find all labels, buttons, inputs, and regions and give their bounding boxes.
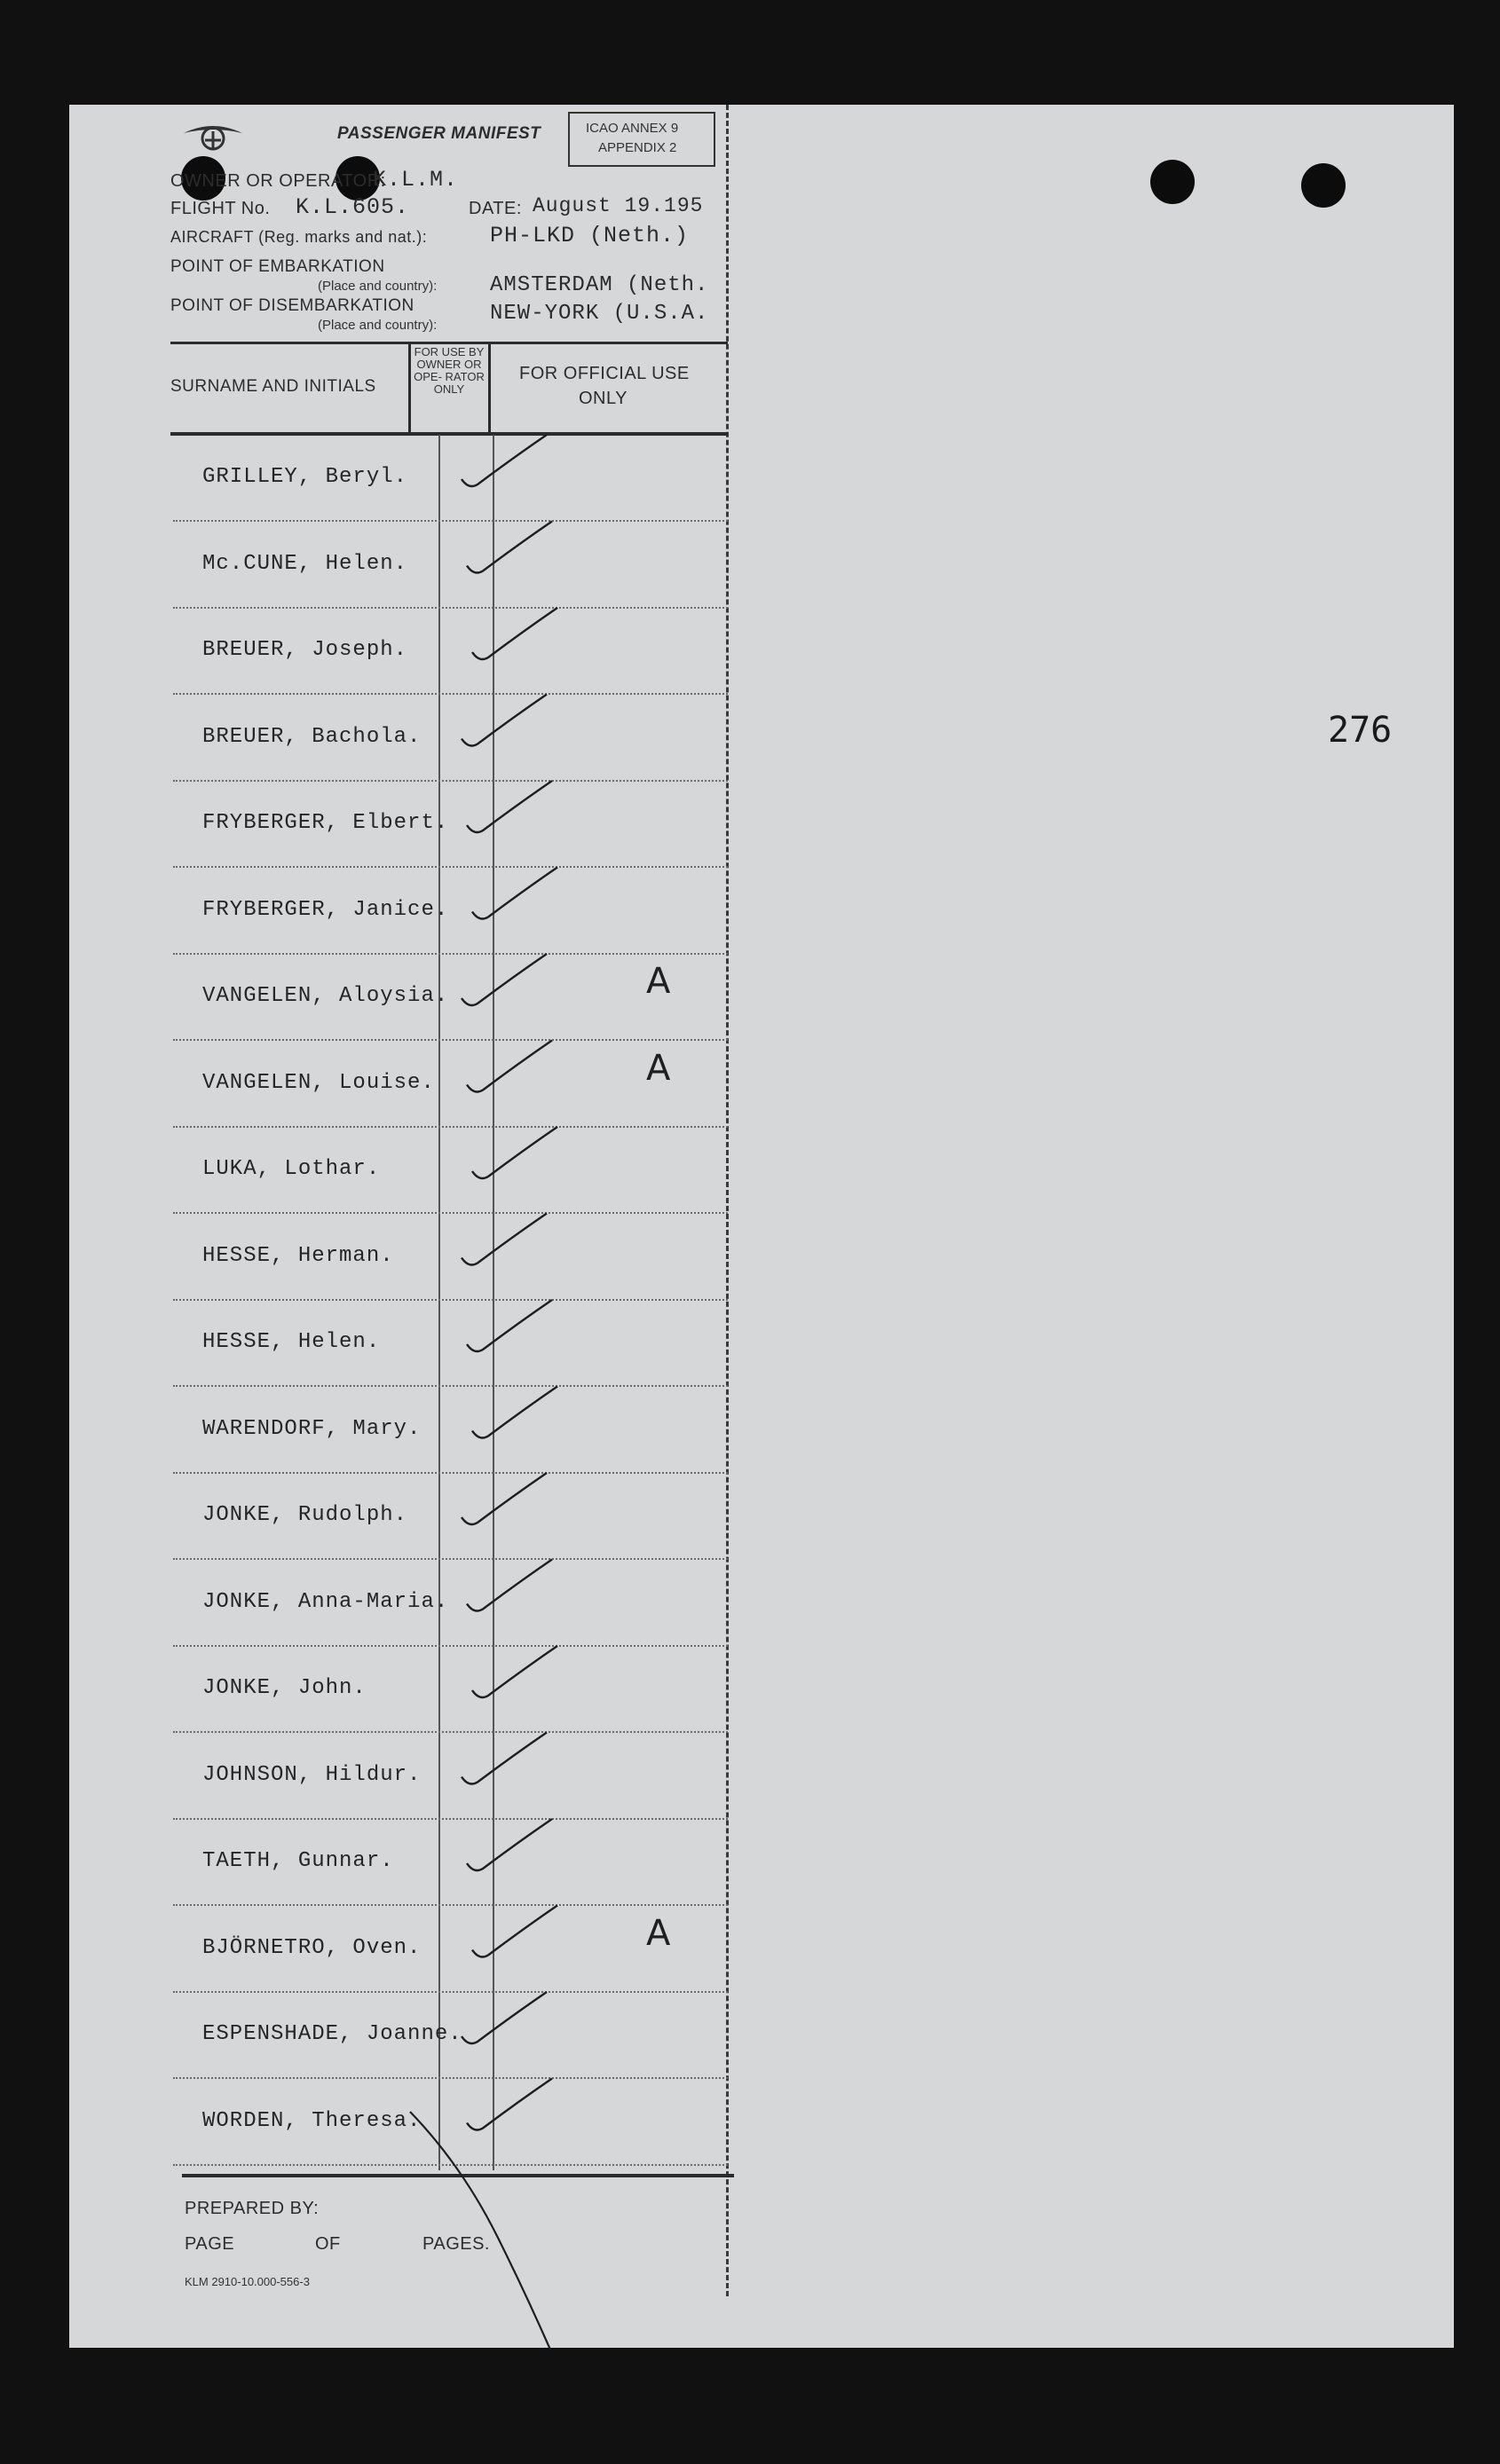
row-rule	[173, 866, 728, 868]
embarkation-value: AMSTERDAM (Neth.	[490, 273, 709, 297]
row-rule	[173, 1904, 728, 1906]
passenger-name: FRYBERGER, Janice.	[202, 897, 449, 922]
passenger-name: JONKE, Anna-Maria.	[202, 1589, 449, 1614]
column-divider	[438, 435, 440, 2170]
row-rule	[173, 1472, 728, 1474]
form-number: KLM 2910-10.000-556-3	[185, 2275, 310, 2288]
manifest-sheet	[69, 105, 1454, 2348]
owner-label: OWNER OR OPERATOR:	[170, 171, 386, 191]
passenger-name: FRYBERGER, Elbert.	[202, 811, 449, 835]
row-rule	[173, 780, 728, 782]
row-rule	[173, 520, 728, 522]
passenger-name: HESSE, Herman.	[202, 1243, 394, 1268]
row-rule	[173, 2164, 728, 2166]
embarkation-sublabel: (Place and country):	[318, 279, 438, 294]
prepared-by-label: PREPARED BY:	[185, 2199, 320, 2218]
passenger-name: JONKE, John.	[202, 1676, 367, 1700]
column-divider	[408, 342, 411, 435]
row-rule	[173, 2077, 728, 2079]
passenger-name: JONKE, Rudolph.	[202, 1503, 408, 1527]
row-rule	[173, 1039, 728, 1041]
col-surname-header: SURNAME AND INITIALS	[170, 377, 376, 396]
official-mark: A	[646, 1912, 671, 1954]
row-rule	[173, 953, 728, 955]
passenger-name: BREUER, Joseph.	[202, 638, 408, 662]
passenger-name: Mc.CUNE, Helen.	[202, 551, 408, 576]
icao-appendix-label: APPENDIX 2	[598, 140, 677, 155]
col-owner-header: FOR USE BY OWNER OR OPE- RATOR ONLY	[414, 345, 485, 396]
date-value: August 19.195	[533, 194, 704, 217]
flight-label: FLIGHT No.	[170, 199, 271, 218]
punch-hole	[1150, 160, 1195, 204]
col-official-header-1: FOR OFFICIAL USE	[519, 364, 690, 383]
header-rule	[170, 342, 728, 344]
row-rule	[173, 1126, 728, 1128]
icao-annex-label: ICAO ANNEX 9	[586, 121, 679, 136]
passenger-name: WORDEN, Theresa.	[202, 2108, 422, 2133]
aircraft-label: AIRCRAFT (Reg. marks and nat.):	[170, 228, 428, 246]
passenger-name: JOHNSON, Hildur.	[202, 1762, 422, 1787]
page-label: PAGE	[185, 2234, 235, 2254]
row-rule	[173, 1991, 728, 1993]
col-official-header-2: ONLY	[579, 389, 628, 408]
footer-rule	[182, 2174, 734, 2177]
icao-annex-box	[568, 112, 715, 167]
row-rule	[173, 1212, 728, 1214]
row-rule	[173, 1645, 728, 1647]
row-rule	[173, 693, 728, 695]
row-rule	[173, 1558, 728, 1560]
date-label: DATE:	[469, 199, 522, 218]
passenger-name: BREUER, Bachola.	[202, 724, 422, 749]
passenger-name: TAETH, Gunnar.	[202, 1849, 394, 1873]
official-mark: A	[646, 1047, 671, 1089]
passenger-name: WARENDORF, Mary.	[202, 1416, 422, 1441]
passenger-name: GRILLEY, Beryl.	[202, 465, 408, 489]
row-rule	[173, 1731, 728, 1733]
of-label: OF	[315, 2234, 341, 2254]
passenger-name: VANGELEN, Louise.	[202, 1070, 435, 1095]
pages-label: PAGES.	[422, 2234, 490, 2254]
disembarkation-label: POINT OF DISEMBARKATION	[170, 296, 414, 315]
official-mark: A	[646, 961, 671, 1002]
row-rule	[173, 1299, 728, 1301]
form-title: PASSENGER MANIFEST	[337, 124, 541, 143]
punch-hole	[1301, 163, 1346, 208]
passenger-name: VANGELEN, Aloysia.	[202, 984, 449, 1008]
header-bottom-rule	[170, 432, 728, 436]
row-rule	[173, 1818, 728, 1820]
row-rule	[173, 607, 728, 609]
passenger-name: LUKA, Lothar.	[202, 1157, 381, 1181]
column-divider	[488, 342, 491, 435]
aircraft-value: PH-LKD (Neth.)	[490, 223, 690, 248]
klm-logo-icon	[182, 115, 244, 161]
stamp-number: 276	[1328, 710, 1393, 751]
disembarkation-sublabel: (Place and country):	[318, 318, 438, 333]
owner-value: K.L.M.	[373, 167, 459, 193]
passenger-name: ESPENSHADE, Joanne.	[202, 2022, 462, 2046]
passenger-name: BJÖRNETRO, Oven.	[202, 1935, 422, 1960]
embarkation-label: POINT OF EMBARKATION	[170, 257, 385, 276]
row-rule	[173, 1385, 728, 1387]
column-divider	[493, 435, 494, 2170]
flight-value: K.L.605.	[296, 194, 410, 220]
disembarkation-value: NEW-YORK (U.S.A.	[490, 302, 709, 326]
passenger-name: HESSE, Helen.	[202, 1330, 381, 1354]
